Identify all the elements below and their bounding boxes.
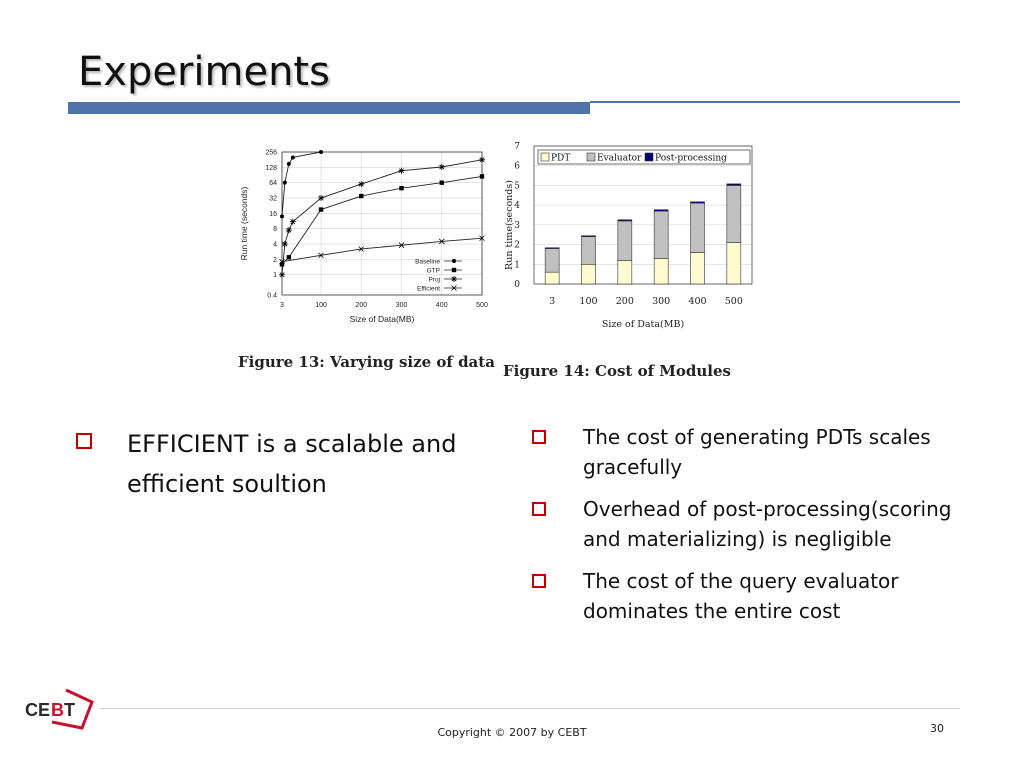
x-tick-label: 500 xyxy=(724,296,743,307)
bar-segment-pdt xyxy=(545,272,559,284)
data-point xyxy=(291,155,295,159)
title-underline-bar xyxy=(68,102,590,114)
y-axis-label: Run time(seconds) xyxy=(504,180,515,270)
copyright-text: Copyright © 2007 by CEBT xyxy=(437,726,587,739)
x-axis-label: Size of Data(MB) xyxy=(349,314,415,324)
series-line xyxy=(282,152,321,216)
y-tick-label: 16 xyxy=(269,210,277,218)
legend-label: Proj xyxy=(428,276,440,284)
bar-segment-post-processing xyxy=(727,184,741,186)
data-point xyxy=(287,255,291,259)
data-point xyxy=(479,157,485,163)
legend-label: Evaluator xyxy=(597,153,642,164)
x-tick-label: 500 xyxy=(476,302,488,309)
right-bullet-text: Overhead of post-processing(scoring and materializing) is negligible xyxy=(583,497,952,551)
bar-segment-post-processing xyxy=(545,248,559,249)
data-point xyxy=(290,219,296,225)
title-underline-rule xyxy=(590,101,960,103)
footer-rule xyxy=(100,708,960,709)
series-gtp xyxy=(280,174,484,266)
y-tick-label: 128 xyxy=(265,164,277,172)
series-baseline xyxy=(280,150,323,218)
series-line xyxy=(282,176,482,264)
square-bullet-icon xyxy=(76,433,92,449)
bar-segment-post-processing xyxy=(618,220,632,221)
legend-marker xyxy=(451,276,457,282)
left-bullet-list xyxy=(76,424,506,504)
data-point xyxy=(358,181,364,187)
figure-14 xyxy=(500,138,766,338)
right-bullet-list xyxy=(532,422,972,638)
y-tick-label: 32 xyxy=(269,195,277,203)
y-tick-label: 0.4 xyxy=(267,292,277,300)
page-number: 30 xyxy=(930,722,944,735)
data-point xyxy=(287,162,291,166)
x-axis-label: Size of Data(MB) xyxy=(601,319,685,330)
y-tick-label: 7 xyxy=(514,142,520,152)
x-tick-label: 300 xyxy=(652,296,671,307)
bar-segment-evaluator xyxy=(691,203,705,252)
data-point xyxy=(480,174,484,178)
bar-segment-pdt xyxy=(727,243,741,284)
legend-marker xyxy=(452,259,456,263)
bar-segment-evaluator xyxy=(582,237,596,265)
figure-14-caption: Figure 14: Cost of Modules xyxy=(503,362,731,380)
x-tick-label: 400 xyxy=(688,296,707,307)
square-bullet-icon xyxy=(532,502,546,516)
data-point xyxy=(280,214,284,218)
svg-text:B: B xyxy=(51,700,64,720)
x-tick-label: 100 xyxy=(579,296,598,307)
slide-title: Experiments xyxy=(78,49,330,95)
x-tick-label: 3 xyxy=(280,302,284,309)
legend-label: PDT xyxy=(551,153,571,164)
bar-segment-evaluator xyxy=(727,185,741,242)
y-tick-label: 64 xyxy=(269,180,277,188)
data-point xyxy=(283,181,287,185)
left-bullet-item xyxy=(76,424,506,504)
right-bullet-item xyxy=(532,494,972,554)
square-bullet-icon xyxy=(532,430,546,444)
data-point xyxy=(319,207,323,211)
legend-label: Baseline xyxy=(415,258,440,266)
x-tick-label: 200 xyxy=(615,296,634,307)
plot-frame xyxy=(534,146,752,284)
series-line xyxy=(282,160,482,275)
bar-segment-pdt xyxy=(691,252,705,284)
data-point xyxy=(440,180,444,184)
bar-segment-pdt xyxy=(582,264,596,284)
series-line xyxy=(282,238,482,261)
legend-label: GTP xyxy=(426,267,440,275)
y-tick-label: 2 xyxy=(514,240,520,251)
y-tick-label: 2 xyxy=(273,256,277,264)
legend-swatch xyxy=(541,153,549,161)
figure-13-caption: Figure 13: Varying size of data xyxy=(238,353,495,371)
bar-segment-post-processing xyxy=(691,202,705,203)
y-axis-label: Run time (seconds) xyxy=(239,186,249,261)
legend-marker xyxy=(452,268,456,272)
y-tick-label: 5 xyxy=(514,181,520,192)
data-point xyxy=(439,164,445,170)
data-point xyxy=(318,195,324,201)
bar-segment-evaluator xyxy=(618,221,632,260)
y-tick-label: 256 xyxy=(265,149,277,157)
data-point xyxy=(319,150,323,154)
bar-segment-pdt xyxy=(654,258,668,284)
x-tick-label: 100 xyxy=(315,302,327,309)
chart-legend xyxy=(538,150,750,164)
data-point xyxy=(279,272,285,278)
y-tick-label: 4 xyxy=(273,241,277,249)
x-tick-label: 3 xyxy=(549,296,556,307)
data-point xyxy=(282,241,288,247)
data-point xyxy=(359,194,363,198)
figure-14-stacked-bar-chart xyxy=(500,138,766,338)
bar-segment-pdt xyxy=(618,260,632,284)
bar-segment-post-processing xyxy=(654,210,668,211)
right-bullet-item xyxy=(532,566,972,626)
figure-13 xyxy=(232,140,498,350)
bar-segment-post-processing xyxy=(582,236,596,237)
right-bullet-text: The cost of the query evaluator dominates the entire cost xyxy=(583,569,899,623)
legend-label: Efficient xyxy=(416,285,440,293)
y-tick-label: 6 xyxy=(514,161,520,172)
legend-swatch xyxy=(645,153,653,161)
x-tick-label: 300 xyxy=(395,302,408,309)
legend-label: Post-processing xyxy=(655,153,727,164)
y-tick-label: 3 xyxy=(514,220,520,231)
right-bullet-item xyxy=(532,422,972,482)
x-tick-label: 200 xyxy=(355,302,368,309)
figure-13-line-chart xyxy=(232,140,498,350)
square-bullet-icon xyxy=(532,574,546,588)
right-bullet-text: The cost of generating PDTs scales gracefully xyxy=(583,425,931,479)
bar-segment-evaluator xyxy=(654,211,668,258)
y-tick-label: 1 xyxy=(514,260,520,271)
bar-segment-evaluator xyxy=(545,249,559,273)
y-tick-label: 1 xyxy=(273,272,277,280)
data-point xyxy=(399,186,403,190)
data-point xyxy=(286,227,292,233)
y-tick-label: 0 xyxy=(514,280,520,290)
legend-swatch xyxy=(587,153,595,161)
svg-text:T: T xyxy=(64,700,75,720)
y-tick-label: 4 xyxy=(514,201,520,212)
y-tick-label: 8 xyxy=(273,226,277,234)
left-bullet-text: EFFICIENT is a scalable and efficient soultion xyxy=(127,430,457,498)
x-tick-label: 400 xyxy=(435,302,448,309)
data-point xyxy=(399,168,405,174)
svg-text:CE: CE xyxy=(25,700,51,720)
